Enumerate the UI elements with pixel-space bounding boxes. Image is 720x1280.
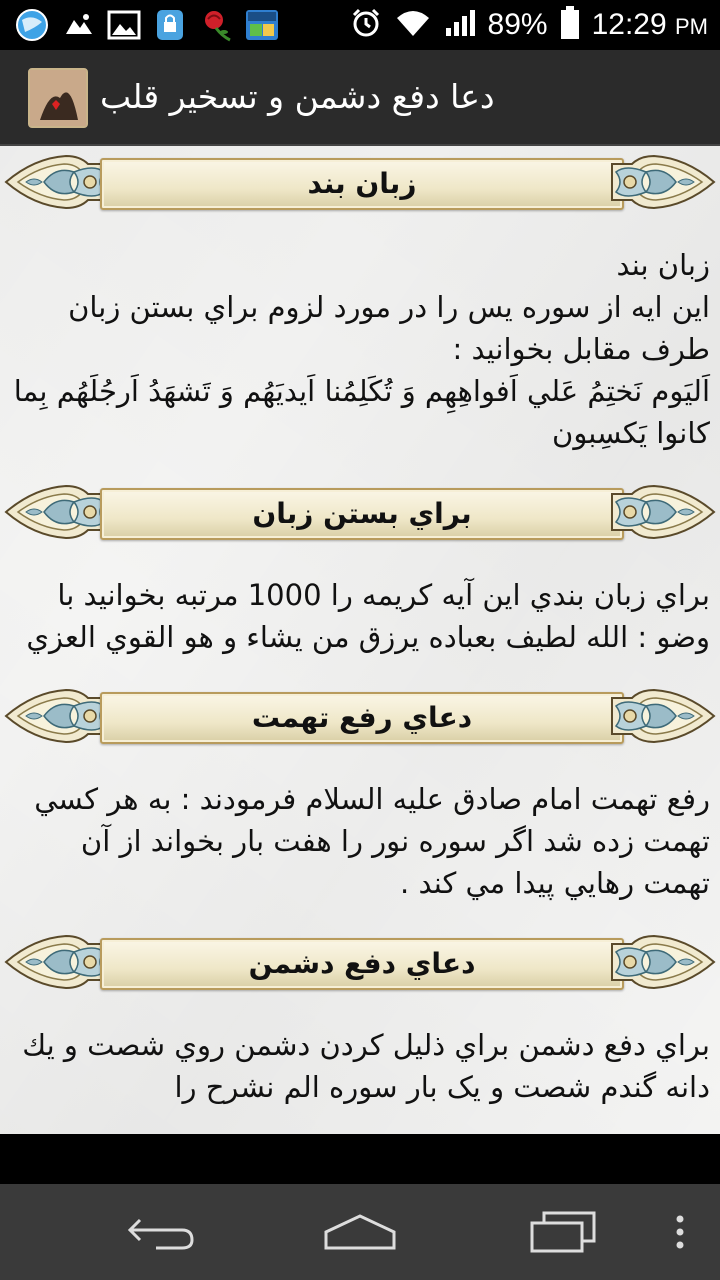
back-icon[interactable]	[116, 1206, 206, 1258]
rose-icon	[198, 8, 234, 42]
notification-icons	[14, 6, 280, 44]
gallery-icon	[106, 8, 142, 42]
lock-app-icon	[152, 8, 188, 42]
ornament-right-icon	[606, 930, 716, 994]
section-line: اين ايه از سوره يس را در مورد لزوم براي بستن زبان طرف مقابل بخوانيد :	[68, 290, 710, 366]
section-line: براي زبان بندي اين آيه كريمه را 1000 مرتبه بخوانيد با وضو : الله لطيف بعباده يرزق من يشاء و هو القوي العزي	[26, 578, 710, 654]
section-line: رفع تهمت امام صادق عليه السلام فرمودند : به هر كسي تهمت زده شد اگر سوره نور را هفت بار بخواند از آن تهمت رهايي پيدا مي كند .	[34, 782, 710, 900]
section-header	[0, 476, 720, 548]
section-heading: دعاي رفع تهمت	[251, 701, 473, 734]
navigation-bar	[0, 1184, 720, 1280]
signal-icon	[444, 8, 476, 42]
section-banner	[100, 938, 624, 990]
ornament-right-icon	[606, 684, 716, 748]
system-status	[350, 0, 708, 50]
browser-globe-icon	[14, 8, 50, 42]
action-bar	[0, 50, 720, 146]
section-line: اَلیَوم نَختِمُ عَلي اَفواهِهِم وَ تُکَلِمُنا اَیدیَهُم وَ تَشهَدُ اَرجُلَهُم بِما کانوا یَکسِبون	[13, 374, 710, 450]
section-body	[0, 244, 720, 454]
section-heading: براي بستن زبان	[252, 497, 472, 530]
ornament-left-icon	[4, 480, 114, 544]
section-body	[0, 574, 720, 658]
section-heading: دعاي دفع دشمن	[248, 947, 476, 980]
recents-icon[interactable]	[518, 1206, 608, 1258]
map-app-icon	[244, 8, 280, 42]
app-icon[interactable]	[28, 68, 88, 128]
app-title: دعا دفع دشمن و تسخیر قلب	[100, 77, 495, 116]
section-line: براي دفع دشمن براي ذليل كردن دشمن روي شصت و يك دانه گندم شصت و يک بار سوره الم نشرح را	[22, 1028, 710, 1104]
section-banner	[100, 488, 624, 540]
section-body	[0, 778, 720, 904]
section-body	[0, 1024, 720, 1108]
content-scroll[interactable]	[0, 146, 720, 1134]
wifi-icon	[394, 8, 432, 42]
status-bar	[0, 0, 720, 50]
cloud-upload-icon	[60, 8, 96, 42]
battery-icon	[560, 6, 580, 44]
section-banner	[100, 692, 624, 744]
section-heading: زبان بند	[307, 167, 417, 200]
ornament-left-icon	[4, 684, 114, 748]
section-header	[0, 146, 720, 218]
section-header	[0, 680, 720, 752]
alarm-icon	[350, 7, 382, 43]
bottom-gap	[0, 1134, 720, 1184]
battery-percent: 89%	[487, 8, 548, 41]
section-banner	[100, 158, 624, 210]
ornament-right-icon	[606, 480, 716, 544]
clock	[592, 8, 708, 42]
section-line: زبان بند	[616, 248, 710, 282]
ornament-left-icon	[4, 150, 114, 214]
ornament-right-icon	[606, 150, 716, 214]
ornament-left-icon	[4, 930, 114, 994]
home-icon[interactable]	[315, 1206, 405, 1258]
section-header	[0, 926, 720, 998]
clock-time: 12:29	[591, 8, 667, 41]
overflow-menu-icon[interactable]	[650, 1206, 710, 1258]
clock-ampm: PM	[675, 14, 708, 39]
